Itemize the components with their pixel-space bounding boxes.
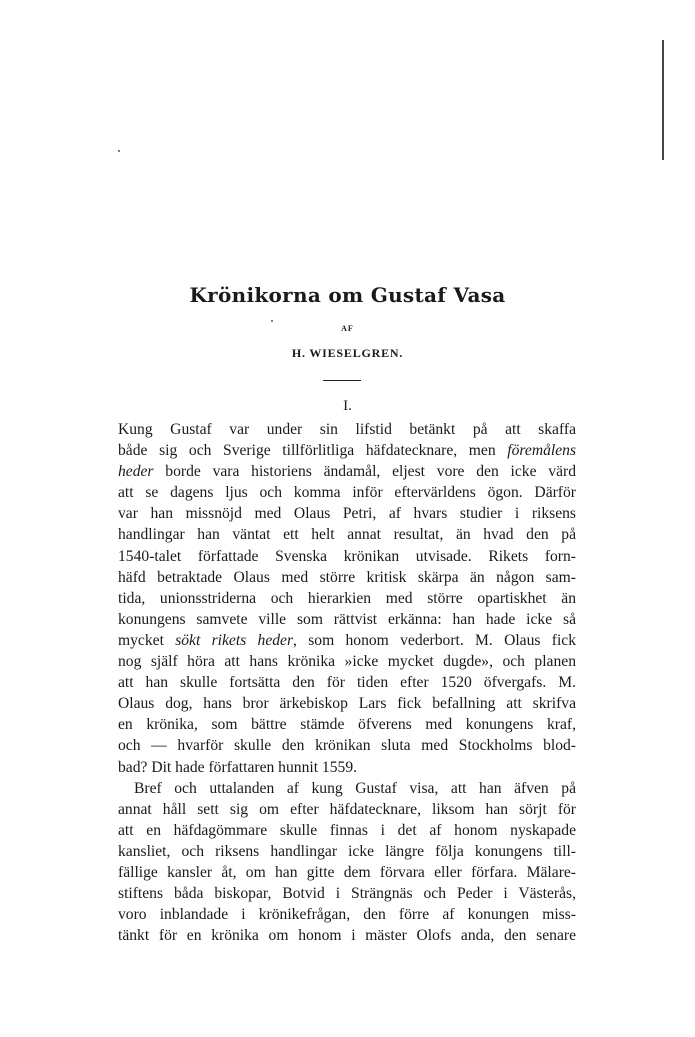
text-run: att han skulle fortsätta den för tiden efter 1520 öfvergafs. M. — [118, 674, 576, 692]
body-text — [118, 419, 576, 946]
text-run: både sig och Sverige tillförlitliga häfdatecknare, men — [118, 442, 508, 460]
text-run: tida, unionsstriderna och hierarkien med större opartiskhet än — [118, 589, 576, 607]
text-line — [118, 609, 576, 630]
text-line — [118, 461, 576, 482]
text-run: fällige kansler åt, om han gitte dem förvara eller förfara. Mälare- — [118, 863, 576, 881]
text-line — [118, 440, 576, 461]
text-run: häfd betraktade Olaus med större kritisk skärpa än någon sam- — [118, 568, 576, 586]
text-line — [118, 862, 576, 883]
text-line — [118, 524, 576, 545]
text-run: var han missnöjd med Olaus Petri, af hvars studier i riksens — [118, 505, 576, 523]
text-run: , som honom vederbort. M. Olaus fick — [293, 631, 576, 649]
divider-rule — [323, 380, 361, 381]
text-line — [118, 482, 576, 503]
text-line — [118, 630, 576, 651]
text-line — [118, 757, 576, 778]
text-run: annat håll sett sig om efter häfdatecknare, liksom han sörjt för — [118, 800, 576, 818]
scan-speck — [118, 150, 120, 152]
text-line — [118, 904, 576, 925]
text-run: en krönika, som bättre stämde öfverens med konungens kraf, — [118, 716, 576, 734]
emphasis-text: sökt rikets heder — [175, 631, 294, 649]
byline-prefix: AF — [341, 324, 354, 333]
text-run: att se dagens ljus och komma inför eftervärldens ögon. Därför — [118, 484, 576, 502]
text-line — [118, 651, 576, 672]
text-run: mycket — [118, 631, 176, 649]
author-name: H. WIESELGREN. — [291, 346, 404, 360]
text-run: stiftens båda biskopar, Botvid i Strängnäs och Peder i Västerås, — [118, 885, 576, 903]
text-run: och — hvarför skulle den krönikan sluta med Stockholms blod- — [118, 737, 576, 755]
article-title: Krönikorna om Gustaf Vasa — [189, 283, 506, 307]
text-line — [118, 546, 576, 567]
text-line — [118, 588, 576, 609]
text-line — [118, 672, 576, 693]
text-line — [118, 883, 576, 904]
scan-speck — [271, 320, 273, 322]
text-line — [118, 841, 576, 862]
text-line — [118, 735, 576, 756]
text-run: bad? Dit hade författaren hunnit 1559. — [118, 758, 358, 776]
text-run: Bref och uttalanden af kung Gustaf visa, att han äfven på — [134, 779, 576, 797]
text-line — [118, 778, 576, 799]
text-line — [118, 503, 576, 524]
text-run: Kung Gustaf var under sin lifstid betänkt på att skaffa — [118, 421, 576, 438]
text-run: nog själf höra att hans krönika »icke mycket dugde», och planen — [118, 653, 576, 671]
text-run: tänkt för en krönika om honom i mäster Olofs anda, den senare — [118, 927, 576, 945]
text-run: voro inblandade i krönikefrågan, den förre af konungen miss- — [118, 906, 576, 924]
text-run: Olaus dog, hans bror ärkebiskop Lars fick befallning att skrifva — [118, 695, 576, 713]
text-line — [118, 419, 576, 440]
scan-edge-line — [662, 40, 664, 160]
emphasis-text: föremålens — [507, 442, 576, 460]
section-number: I. — [343, 398, 352, 414]
text-run: kansliet, och riksens handlingar icke längre följa konungens till- — [118, 842, 576, 860]
text-line — [118, 714, 576, 735]
text-line — [118, 820, 576, 841]
text-line — [118, 799, 576, 820]
text-line — [118, 567, 576, 588]
text-run: 1540-talet författade Svenska krönikan utvisade. Rikets forn- — [118, 547, 576, 565]
text-run: handlingar han väntat ett helt annat resultat, än hvad den på — [118, 526, 576, 544]
emphasis-text: heder — [118, 463, 154, 481]
text-line — [118, 925, 576, 946]
text-run: konungens samvete ville som rättvist erkänna: han hade icke så — [118, 610, 576, 628]
text-line — [118, 693, 576, 714]
text-run: att en häfdagömmare skulle finnas i det af honom nyskapade — [118, 821, 576, 839]
text-run: borde vara historiens ändamål, eljest vore den icke värd — [153, 463, 576, 481]
